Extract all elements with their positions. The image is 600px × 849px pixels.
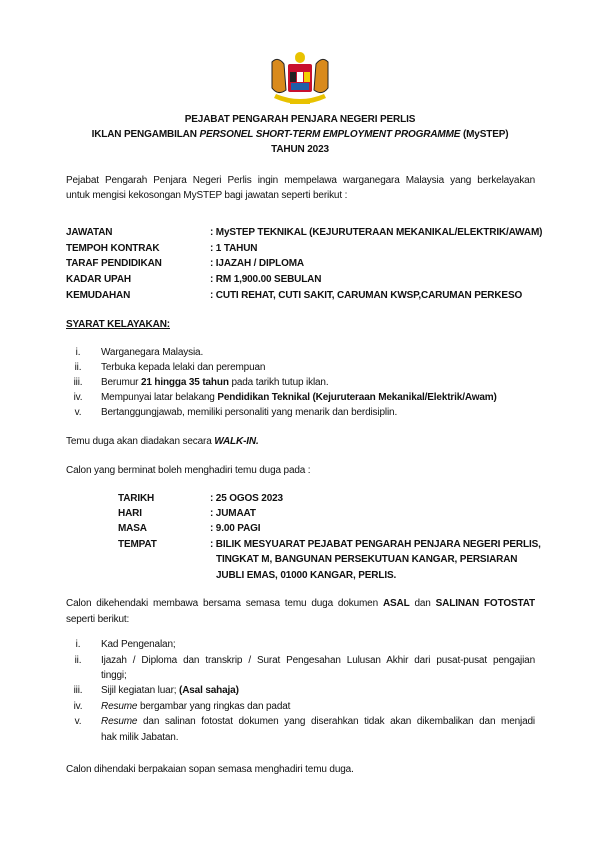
title-post: (MySTEP) (460, 129, 509, 140)
requirements-heading: SYARAT KELAYAKAN: (66, 319, 170, 330)
list-item: Mempunyai latar belakang Pendidikan Teknikal (Kejuruteraan Mekanikal/Elektrik/Awam) (101, 392, 497, 403)
interview-value: JUBLI EMAS, 01000 KANGAR, PERLIS. (216, 570, 397, 581)
job-value: : CUTI REHAT, CUTI SAKIT, CARUMAN KWSP,CARUMAN PERKESO (210, 290, 523, 301)
job-label: TARAF PENDIDIKAN (66, 258, 162, 269)
list-number: ii. (74, 655, 82, 666)
list-item: Berumur 21 hingga 35 tahun pada tarikh tutup iklan. (101, 377, 329, 388)
list-number: iii. (73, 377, 83, 388)
interview-value: : BILIK MESYUARAT PEJABAT PENGARAH PENJARA NEGERI PERLIS, (210, 539, 541, 550)
list-item: Warganegara Malaysia. (101, 347, 204, 358)
list-number: i. (75, 347, 81, 358)
list-item: Sijil kegiatan luar; (Asal sahaja) (101, 685, 239, 696)
list-number: v. (74, 407, 82, 418)
list-item: Resume dan salinan fotostat dokumen yang diserahkan tidak akan dikembalikan dan menjadi (101, 716, 535, 727)
job-value: : RM 1,900.00 SEBULAN (210, 274, 322, 285)
interview-label: HARI (118, 508, 142, 519)
list-number: v. (74, 716, 82, 727)
interview-value: : 9.00 PAGI (210, 523, 261, 534)
interview-label: MASA (118, 523, 147, 534)
job-value: : IJAZAH / DIPLOMA (210, 258, 304, 269)
header-title (0, 128, 600, 141)
list-item: Resume bergambar yang ringkas dan padat (101, 701, 291, 712)
jata-negara-logo (264, 50, 336, 108)
interview-value: TINGKAT M, BANGUNAN PERSEKUTUAN KANGAR, PERSIARAN (216, 554, 518, 565)
job-label: JAWATAN (66, 227, 113, 238)
job-label: TEMPOH KONTRAK (66, 243, 160, 254)
intro-line-1: Pejabat Pengarah Penjara Negeri Perlis ingin mempelawa warganegara Malaysia yang berkelayakan (66, 175, 535, 186)
list-number: iv. (73, 392, 83, 403)
list-item: Bertanggungjawab, memiliki personaliti yang menarik dan berdisiplin. (101, 407, 398, 418)
list-item: Kad Pengenalan; (101, 639, 176, 650)
interview-label: TEMPAT (118, 539, 157, 550)
list-number: iii. (73, 685, 83, 696)
interview-label: TARIKH (118, 493, 155, 504)
closing-note: Calon dihendaki berpakaian sopan semasa menghadiri temu duga. (66, 764, 354, 775)
title-pre: IKLAN PENGAMBILAN (91, 129, 200, 140)
header-year: TAHUN 2023 (271, 144, 329, 155)
list-number: i. (75, 639, 81, 650)
documents-intro-2: seperti berikut: (66, 614, 130, 625)
list-item: Terbuka kepada lelaki dan perempuan (101, 362, 266, 373)
walkin-note: Temu duga akan diadakan secara WALK-IN. (66, 436, 259, 447)
list-item-cont: hak milik Jabatan. (101, 732, 179, 743)
job-label: KEMUDAHAN (66, 290, 131, 301)
interview-value: : JUMAAT (210, 508, 256, 519)
intro-line-2: untuk mengisi kekosongan MySTEP bagi jawatan seperti berikut : (66, 190, 348, 201)
job-label: KADAR UPAH (66, 274, 131, 285)
list-item: Ijazah / Diploma dan transkrip / Surat Pengesahan Lulusan Akhir dari pusat-pusat pengajian (101, 655, 535, 666)
header-office: PEJABAT PENGARAH PENJARA NEGERI PERLIS (184, 114, 416, 125)
documents-intro: Calon dikehendaki membawa bersama semasa temu duga dokumen ASAL dan SALINAN FOTOSTAT (66, 598, 535, 609)
list-item-cont: tinggi; (101, 670, 127, 681)
list-number: iv. (73, 701, 83, 712)
attend-note: Calon yang berminat boleh menghadiri temu duga pada : (66, 465, 311, 476)
interview-value: : 25 OGOS 2023 (210, 493, 283, 504)
job-value: : MySTEP TEKNIKAL (KEJURUTERAAN MEKANIKAL/ELEKTRIK/AWAM) (210, 227, 543, 238)
title-italic: PERSONEL SHORT-TERM EMPLOYMENT PROGRAMME (199, 129, 461, 140)
list-number: ii. (74, 362, 82, 373)
job-value: : 1 TAHUN (210, 243, 258, 254)
